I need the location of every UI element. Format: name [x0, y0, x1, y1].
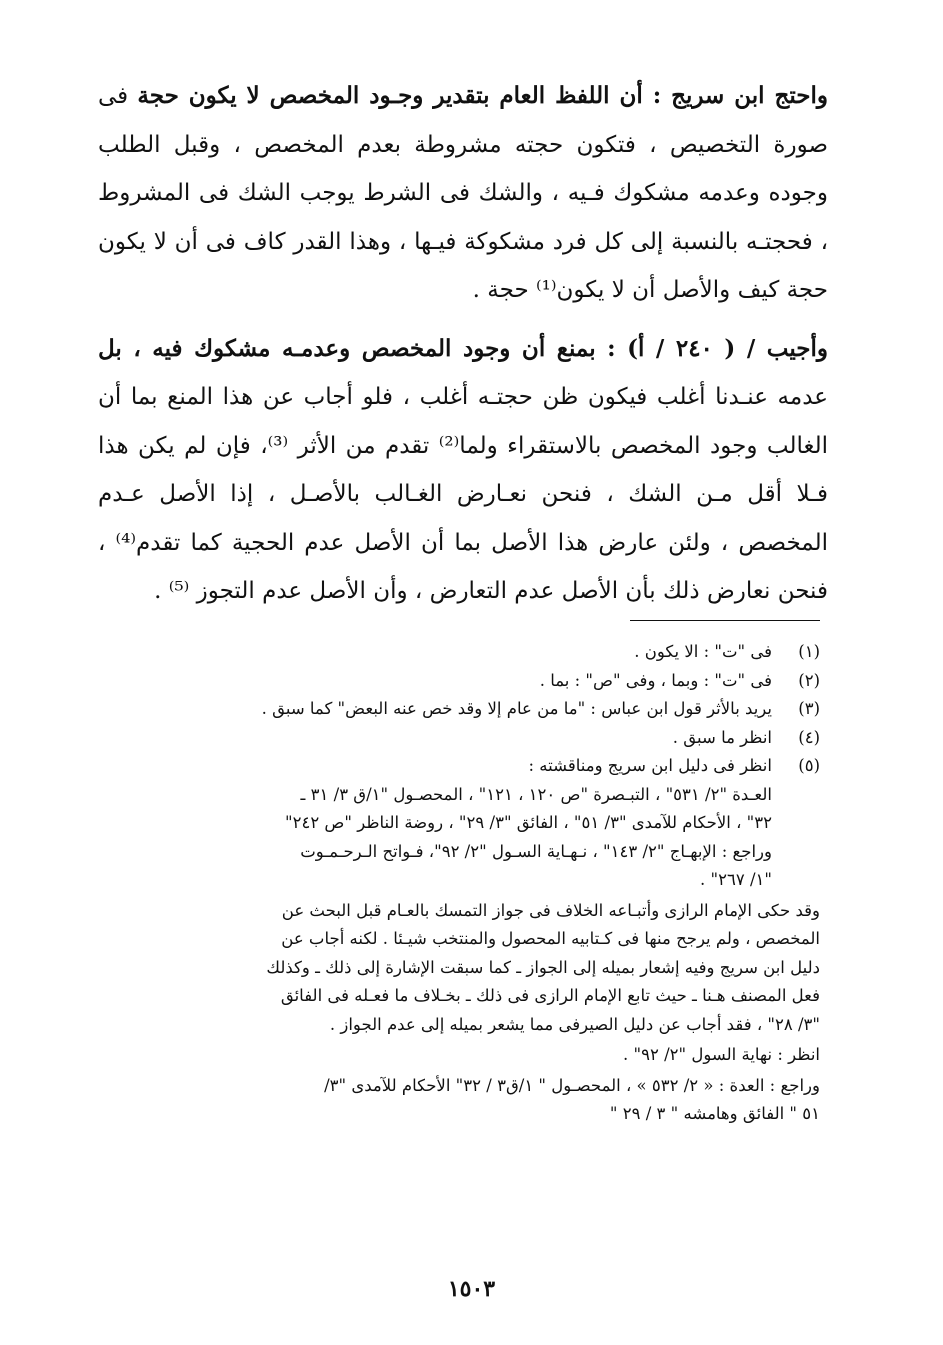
footnote-5 — [98, 752, 820, 895]
paragraph-line: فنحن نعارض ذلك بأن الأصل عدم التعارض ، وأن الأصل عدم التجوز ⁽⁵⁾ . — [154, 578, 828, 604]
footnotes — [98, 638, 820, 1129]
footnote-separator — [630, 620, 820, 621]
paragraph-line: المخصص ، ولئن عارض هذا الأصل بما أن الأصل عدم الحجية كما تقدم⁽⁴⁾ ، — [98, 529, 828, 556]
footnote-3 — [98, 695, 820, 724]
footnote-text: فى "ت" : وبما ، وفى "ص" : بما . — [539, 670, 772, 690]
footnote-number: (٢) — [798, 670, 820, 690]
paragraph-line: حجة كيف والأصل أن لا يكون⁽¹⁾ حجة . — [472, 277, 828, 303]
commentary-line: "٣/ ٢٨" ، فقد أجاب عن دليل الصيرفى مما يشعر بميله إلى عدم الجواز . — [329, 1014, 820, 1034]
footnote-2 — [98, 667, 820, 696]
footnote-text: ٣٢" ، الأحكام للآمدى "٣/ ٥١" ، الفائق "٣/ ٢٩" ، روضة الناظر "ص ٢٤٢" — [285, 813, 772, 832]
footnote-text: العـدة "٢/ ٥٣١" ، التبـصرة "ص ١٢٠ ، ١٢١" ، المحصـول "١/ق ٣/ ٣١ ـ — [300, 784, 772, 804]
footnote-number: (٤) — [798, 727, 820, 747]
footnote-see-also — [98, 1041, 820, 1070]
footnote-commentary — [98, 897, 820, 1040]
footnote-1 — [98, 638, 820, 667]
paragraph-line: فى صورة التخصيص ، فتكون حجته مشروطة بعدم المخصص ، وقبل الطلب — [98, 83, 828, 158]
footnote-text: يريد بالأثر قول ابن عباس : "ما من عام إلا وقد خص عنه البعض" كما سبق . — [261, 699, 772, 718]
commentary-line: دليل ابن سريج وفيه إشعار بميله إلى الجواز ـ كما سبقت الإشارة إلى ذلك ـ وكذلك — [266, 957, 820, 977]
paragraph-line: عدمه عنـدنا أغلب فيكون ظن حجتـه أغلب ، فلو أجاب عن هذا المنع بما أن — [98, 384, 828, 410]
paragraph-ibn-surayj-argument — [98, 72, 828, 315]
commentary-line: وقد حكى الإمام الرازى وأتبـاعه الخلاف فى جواز التمسك بالعـام قبل البحث عن — [281, 900, 820, 920]
paragraph-line: فـلا أقل مـن الشك ، فنحن نعـارض الغـالب بالأصـل ، إذا الأصل عـدم — [98, 481, 828, 507]
paragraph-line: الغالب وجود المخصص بالاستقراء ولما⁽²⁾ تقدم من الأثر ⁽³⁾، فإن لم يكن هذا — [98, 432, 829, 459]
page-number: ١٥٠٣ — [447, 1276, 496, 1302]
footnote-text: انظر فى دليل ابن سريج ومناقشته : — [528, 756, 772, 775]
footnote-number: (٥) — [798, 756, 820, 775]
paragraph-response — [98, 325, 828, 616]
footnote-number: (٣) — [798, 699, 820, 718]
commentary-line: المخصص ، ولم يرجح منها فى كـتابيه المحصول والمنتخب شيـئا . لكنه أجاب عن — [281, 929, 820, 948]
paragraph-line: فحجتـه بالنسبة إلى كل فرد مشكوكة فيـها ، وهذا القدر كاف فى أن لا يكون — [98, 228, 813, 255]
commentary-line: فعل المصنف هـنا ـ حيث تابع الإمام الرازى فى ذلك ـ بخـلاف ما فعـله فى الفائق — [280, 986, 820, 1005]
main-text — [98, 72, 828, 616]
commentary-line: انظر : نهاية السول "٢/ ٩٢" . — [623, 1045, 820, 1064]
commentary-line: ٥١ " الفائق وهامشه " ٣ / ٢٩ " — [609, 1104, 820, 1123]
footnote-number: (١) — [798, 642, 820, 661]
footnote-text: انظر ما سبق . — [672, 727, 772, 747]
paragraph-line: واحتج ابن سريج : أن اللفظ العام بتقدير وجـود المخصص لا يكون حجة — [137, 82, 828, 109]
footnote-text: وراجع : الإبهـاج "٢/ ١٤٣" ، نـهـاية السـول "٢/ ٩٢"، فـواتح الـرحـمـوت — [300, 841, 772, 861]
footnote-text: فى "ت" : الا يكون . — [634, 642, 772, 661]
commentary-line: وراجع : العدة : « ٢/ ٥٣٢ » ، المحصـول " ١/ق٣ / ٣٢" الأحكام للآمدى "٣/ — [324, 1075, 820, 1095]
paragraph-line: وأجيب / ( ٢٤٠ / أ) : بمنع أن وجود المخصص وعدمـه مشكوك فيه ، بل — [98, 334, 828, 362]
paragraph-line: وجوده وعدمه مشكوك فـيه ، والشك فى الشرط يوجب الشك فى المشروط ، — [98, 180, 829, 255]
footnote-references — [98, 1072, 820, 1129]
footnote-text: "١/ ٢٦٧" . — [700, 870, 772, 889]
footnote-4 — [98, 724, 820, 753]
